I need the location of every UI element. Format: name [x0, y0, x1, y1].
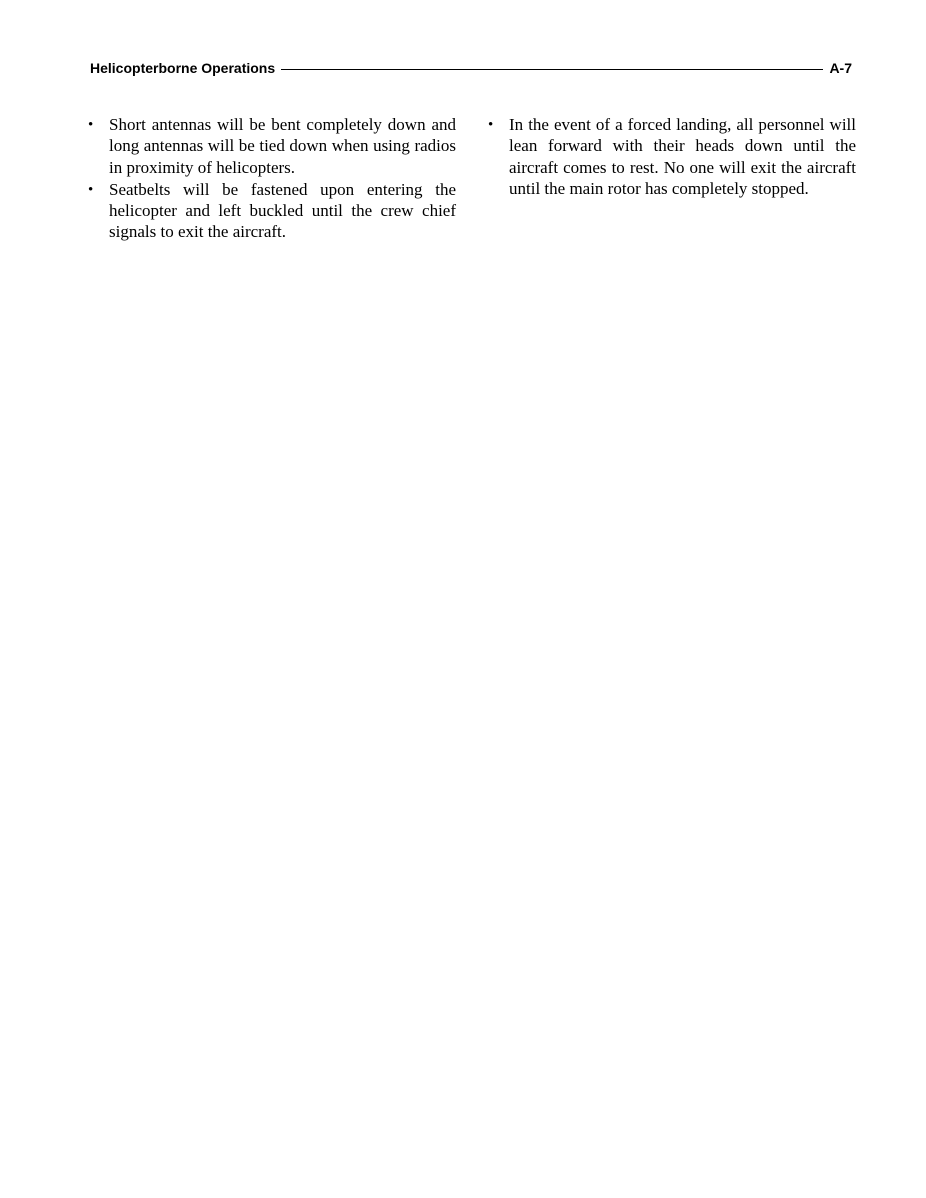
list-item-text: Short antennas will be bent completely down and long antennas will be tied down when using radios in proximity of helicopters. — [109, 115, 456, 177]
bullet-icon: • — [88, 181, 94, 198]
list-item-text: Seatbelts will be fastened upon entering the helicopter and left buckled until the crew chief signals to exit the aircraft. — [109, 179, 456, 242]
page-number: A-7 — [829, 60, 852, 76]
list-item — [88, 179, 456, 243]
bullet-icon: • — [488, 117, 494, 133]
right-column — [488, 114, 856, 200]
right-bullet-list — [488, 114, 856, 199]
list-item-text: In the event of a forced landing, all personnel will lean forward with their heads down until the aircraft comes to rest. No one will exit the aircraft until the main rotor has completely stopped. — [509, 115, 856, 198]
running-header — [90, 58, 852, 78]
list-item — [88, 114, 456, 178]
left-bullet-list — [88, 114, 456, 243]
list-item — [488, 114, 856, 199]
left-column — [88, 114, 456, 244]
header-rule — [281, 69, 823, 70]
bullet-icon: • — [88, 117, 94, 133]
header-title: Helicopterborne Operations — [90, 60, 276, 76]
